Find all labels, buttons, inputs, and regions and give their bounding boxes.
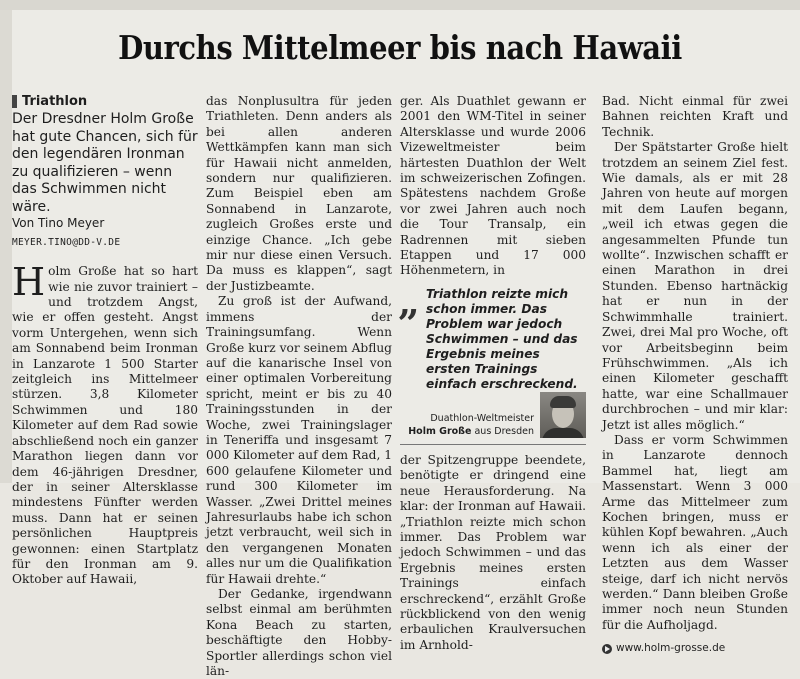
caption-city: aus Dresden <box>474 425 534 437</box>
paragraph-text: olm Große hat so hart wie nie zuvor trainiert – und trotzdem Angst, wie er offen gesteht. Angst vorm Untergehen, wenn sich am Sonnabend beim Ironman in Lanzarote 1 500 Starter zeitgleich ins Mittelmeer stürzen. 3,8 Kilometer Schwimmen und 180 Kilometer auf dem Rad sowie abschließend noch ein ganzer Marathon liegen dann vor dem 46-jährigen Dresdner, der in seiner Altersklasse mindestens Fünfter werden muss. Dann hat er seinen persönlichen Hauptpreis gewonnen: einen Startplatz für den Ironman am 9. Oktober auf Hawaii, <box>12 264 198 587</box>
website-link[interactable] <box>602 641 788 656</box>
quote-rule <box>400 444 586 445</box>
author-email: MEYER.TINO@DD-V.DE <box>12 236 121 248</box>
article-paragraph: Der Spätstarter Große hielt trotzdem an seinem Ziel fest. Wie damals, als er mit 28 Jahren von heute auf morgen mit dem Laufen begann, „weil ich etwas gegen die angesammelten Pfunde tun wollte“. Inzwischen schafft er einen Marathon in drei Stunden. Ebenso hartnäckig hat er nun in der Schwimmhalle trainiert. Zwei, drei Mal pro Woche, oft vor Arbeitsbeginn beim Frühschwimmen. „Als ich einen Kilometer geschafft hatte, war eine Schallmauer durchbrochen – und mir klar: Jetzt ist alles möglich.“ <box>602 140 788 432</box>
article-paragraph: der Spitzengruppe beendete, benötigte er dringend eine neue Herausforderung. Na klar: der Ironman auf Hawaii. „Triathlon reizte mich schon immer. Das Problem war jedoch Schwimmen – und das Ergebnis meines ersten Trainings einfach erschreckend“, erzählt Große rückblickend von den wenig erbaulichen Kraulversuchen im Arnhold- <box>400 452 586 652</box>
adjacent-page-edge <box>0 0 12 483</box>
byline: Von Tino Meyer <box>12 216 105 231</box>
article-paragraph <box>12 260 198 588</box>
article-paragraph: Der Gedanke, irgendwann selbst einmal am berühmten Kona Beach zu starten, beschäftigte den Hobby-Sportler allerdings schon viel län- <box>206 587 392 679</box>
article-paragraph: Bad. Nicht einmal für zwei Bahnen reichten Kraft und Technik. <box>602 94 788 139</box>
portrait-caption <box>408 412 534 438</box>
portrait-row <box>400 392 586 438</box>
pull-quote-text: Triathlon reizte mich schon immer. Das Problem war jedoch Schwimmen – und das Ergebnis meines ersten Trainings einfach erschreckend. <box>426 286 578 391</box>
caption-role: Duathlon-Weltmeister <box>430 412 534 424</box>
pull-quote <box>398 278 586 445</box>
kicker-label: Triathlon <box>22 94 88 109</box>
web-arrow-icon <box>602 644 612 654</box>
article-paragraph: ger. Als Duathlet gewann er 2001 den WM-Titel in seiner Altersklasse und wurde 2006 Vizeweltmeister beim härtesten Duathlon der Welt im schweizerischen Zofingen. Spätestens nachdem Große vor zwei Jahren auch noch die Tour Transalp, ein Radrennen mit sieben Etappen und 17 000 Höhenmetern, in <box>400 94 586 278</box>
column-1 <box>12 94 198 588</box>
column-3 <box>400 94 586 653</box>
adjacent-page-edge-top <box>0 0 800 10</box>
article-paragraph: das Nonplusultra für jeden Triathleten. Denn anders als bei allen anderen Wettkämpfen kann man sich für Hawaii nicht anmelden, sondern nur qualifizieren. Zum Beispiel eben am Sonnabend in Lanzarote, zugleich Großes erste und einzige Chance. „Ich gebe mir nur diese einen Versuch. Da muss es klappen“, sagt der Justizbeamte. <box>206 94 392 293</box>
kicker-bar-icon <box>12 95 17 108</box>
article-paragraph: Dass er vorm Schwimmen in Lanzarote dennoch Bammel hat, liegt am Massenstart. Wenn 3 000 Arme das Mittelmeer zum Kochen bringen, muss er kühlen Kopf bewahren. „Auch wenn ich als einer der Letzten aus dem Wasser steige, darf ich nicht nervös werden.“ Dann bleiben Große immer noch neun Stunden für die Aufholjagd. <box>602 432 788 632</box>
headline: Durchs Mittelmeer bis nach Hawaii <box>118 28 682 67</box>
article-paragraph: Zu groß ist der Aufwand, immens der Trainingsumfang. Wenn Große kurz vor seinem Abflug auf die kanarische Insel von einer optimalen Vorbereitung spricht, meint er bis zu 40 Trainingsstunden in der Woche, zwei Trainingslager in Teneriffa und insgesamt 7 000 Kilometer auf dem Rad, 1 600 gelaufene Kilometer und rund 300 Kilometer im Wasser. „Zwei Drittel meines Jahresurlaubs habe ich schon jetzt verbraucht, weil sich in den vergangenen Monaten alles nur um die Qualifikation für Hawaii drehte.“ <box>206 294 392 586</box>
portrait-photo <box>540 392 586 438</box>
kicker <box>12 94 198 109</box>
caption-name: Holm Große <box>408 425 472 437</box>
column-2 <box>206 94 392 679</box>
teaser: Der Dresdner Holm Große hat gute Chancen, sich für den legendären Ironman zu qualifizieren – wenn das Schwimmen nicht wäre. <box>12 111 198 215</box>
quote-mark-icon: „ <box>398 278 420 324</box>
dropcap: H <box>12 260 46 305</box>
website-url: www.holm-grosse.de <box>616 642 726 655</box>
column-4 <box>602 94 788 657</box>
